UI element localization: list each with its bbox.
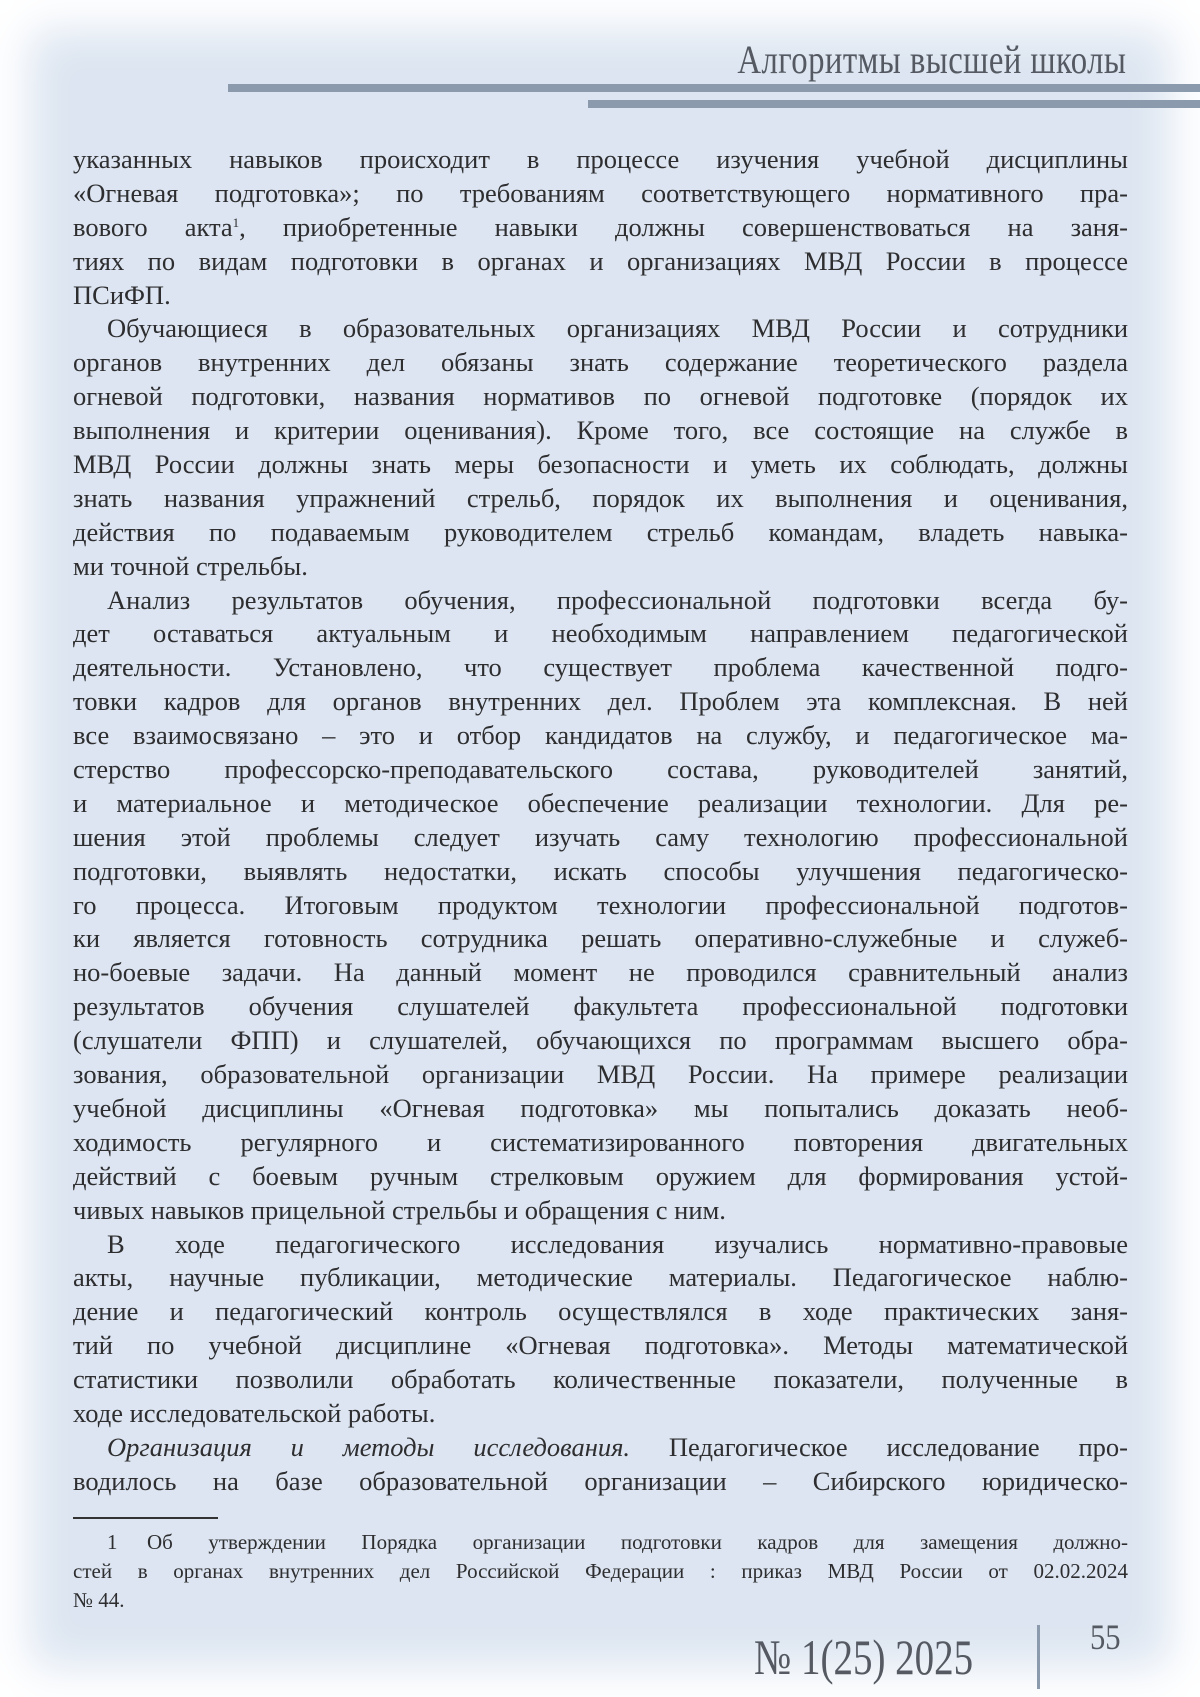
journal-page — [0, 0, 1200, 1697]
text-line: В ходе педагогического исследования изучались нормативно-правовые — [73, 1228, 1128, 1262]
text-line: деятельности. Установлено, что существует проблема качественной подго- — [73, 651, 1128, 685]
text-line: статистики позволили обработать количественные показатели, полученные в — [73, 1363, 1128, 1397]
paragraph — [73, 143, 1128, 312]
text-line: Обучающиеся в образовательных организациях МВД России и сотрудники — [73, 312, 1128, 346]
paragraph — [73, 584, 1128, 1228]
text-line: чивых навыков прицельной стрельбы и обращения с ним. — [73, 1194, 1128, 1228]
text-line: дет оставаться актуальным и необходимым направлением педагогической — [73, 617, 1128, 651]
text-line: МВД России должны знать меры безопасности и уметь их соблюдать, должны — [73, 448, 1128, 482]
page-number: 55 — [1090, 1616, 1121, 1658]
text-line: выполнения и критерии оценивания). Кроме того, все состоящие на службе в — [73, 414, 1128, 448]
text-line: учебной дисциплины «Огневая подготовка» мы попытались доказать необ- — [73, 1092, 1128, 1126]
text-line: действия по подаваемым руководителем стрельб командам, владеть навыка- — [73, 516, 1128, 550]
text-line: ки является готовность сотрудника решать оперативно-служебные и служеб- — [73, 922, 1128, 956]
text-line: ПСиФП. — [73, 279, 1128, 313]
paragraph — [73, 1431, 1128, 1499]
journal-title: Алгоритмы высшей школы — [737, 36, 1126, 83]
text-line: ходе исследовательской работы. — [73, 1397, 1128, 1431]
footnote-line — [73, 1528, 1128, 1557]
text-line: дение и педагогический контроль осуществлялся в ходе практических заня- — [73, 1295, 1128, 1329]
footnote-line: стей в органах внутренних дел Российской Федерации : приказ МВД России от 02.02.2024 — [73, 1557, 1128, 1586]
footnote-divider — [73, 1517, 218, 1519]
text-line: акты, научные публикации, методические материалы. Педагогическое наблю- — [73, 1261, 1128, 1295]
issue-number: № 1(25) 2025 — [754, 1628, 973, 1686]
text-line: стерство профессорско-преподавательского состава, руководителей занятий, — [73, 753, 1128, 787]
text-segment: Педагогическое исследование про- — [630, 1432, 1128, 1462]
text-line: подготовки, выявлять недостатки, искать способы улучшения педагогическо- — [73, 855, 1128, 889]
paragraph — [73, 312, 1128, 583]
text-line: зования, образовательной организации МВД России. На примере реализации — [73, 1058, 1128, 1092]
header-rule-short — [588, 100, 1200, 108]
text-line: все взаимосвязано – это и отбор кандидатов на службу, и педагогическое ма- — [73, 719, 1128, 753]
text-line: шения этой проблемы следует изучать саму технологию профессиональной — [73, 821, 1128, 855]
text-segment: , приобретенные навыки должны совершенствоваться на заня- — [239, 212, 1128, 242]
text-line: товки кадров для органов внутренних дел. Проблем эта комплексная. В ней — [73, 685, 1128, 719]
text-line: го процесса. Итоговым продуктом технологии профессиональной подготов- — [73, 889, 1128, 923]
text-line — [73, 211, 1128, 245]
footer-divider — [1037, 1625, 1040, 1689]
text-line: тиях по видам подготовки в органах и организациях МВД России в процессе — [73, 245, 1128, 279]
footnote — [73, 1528, 1128, 1615]
article-body — [73, 143, 1128, 1499]
text-line: водилось на базе образовательной организации – Сибирского юридическо- — [73, 1465, 1128, 1499]
text-line: ми точной стрельбы. — [73, 550, 1128, 584]
text-segment: вового акта — [73, 212, 233, 242]
text-line: органов внутренних дел обязаны знать содержание теоретического раздела — [73, 346, 1128, 380]
text-line: Анализ результатов обучения, профессиональной подготовки всегда бу- — [73, 584, 1128, 618]
text-line: указанных навыков происходит в процессе изучения учебной дисциплины — [73, 143, 1128, 177]
text-line: и материальное и методическое обеспечение реализации технологии. Для ре- — [73, 787, 1128, 821]
footnote-reference[interactable]: 1 — [233, 215, 240, 230]
footnote-number: 1 — [73, 1528, 147, 1557]
footnote-text: Об утверждении Порядка организации подготовки кадров для замещения должно- — [147, 1528, 1128, 1557]
text-line: (слушатели ФПП) и слушателей, обучающихся по программам высшего обра- — [73, 1024, 1128, 1058]
italic-lead-in: Организация и методы исследования. — [107, 1432, 630, 1462]
footnote-line: № 44. — [73, 1586, 1128, 1615]
paragraph — [73, 1228, 1128, 1431]
text-line: тий по учебной дисциплине «Огневая подготовка». Методы математической — [73, 1329, 1128, 1363]
text-line: «Огневая подготовка»; по требованиям соответствующего нормативного пра- — [73, 177, 1128, 211]
text-line: действий с боевым ручным стрелковым оружием для формирования устой- — [73, 1160, 1128, 1194]
text-line: но-боевые задачи. На данный момент не проводился сравнительный анализ — [73, 956, 1128, 990]
text-line: ходимость регулярного и систематизированного повторения двигательных — [73, 1126, 1128, 1160]
text-line: огневой подготовки, названия нормативов по огневой подготовке (порядок их — [73, 380, 1128, 414]
text-line: результатов обучения слушателей факультета профессиональной подготовки — [73, 990, 1128, 1024]
text-line — [73, 1431, 1128, 1465]
text-line: знать названия упражнений стрельб, порядок их выполнения и оценивания, — [73, 482, 1128, 516]
header-rule-long — [228, 84, 1200, 92]
